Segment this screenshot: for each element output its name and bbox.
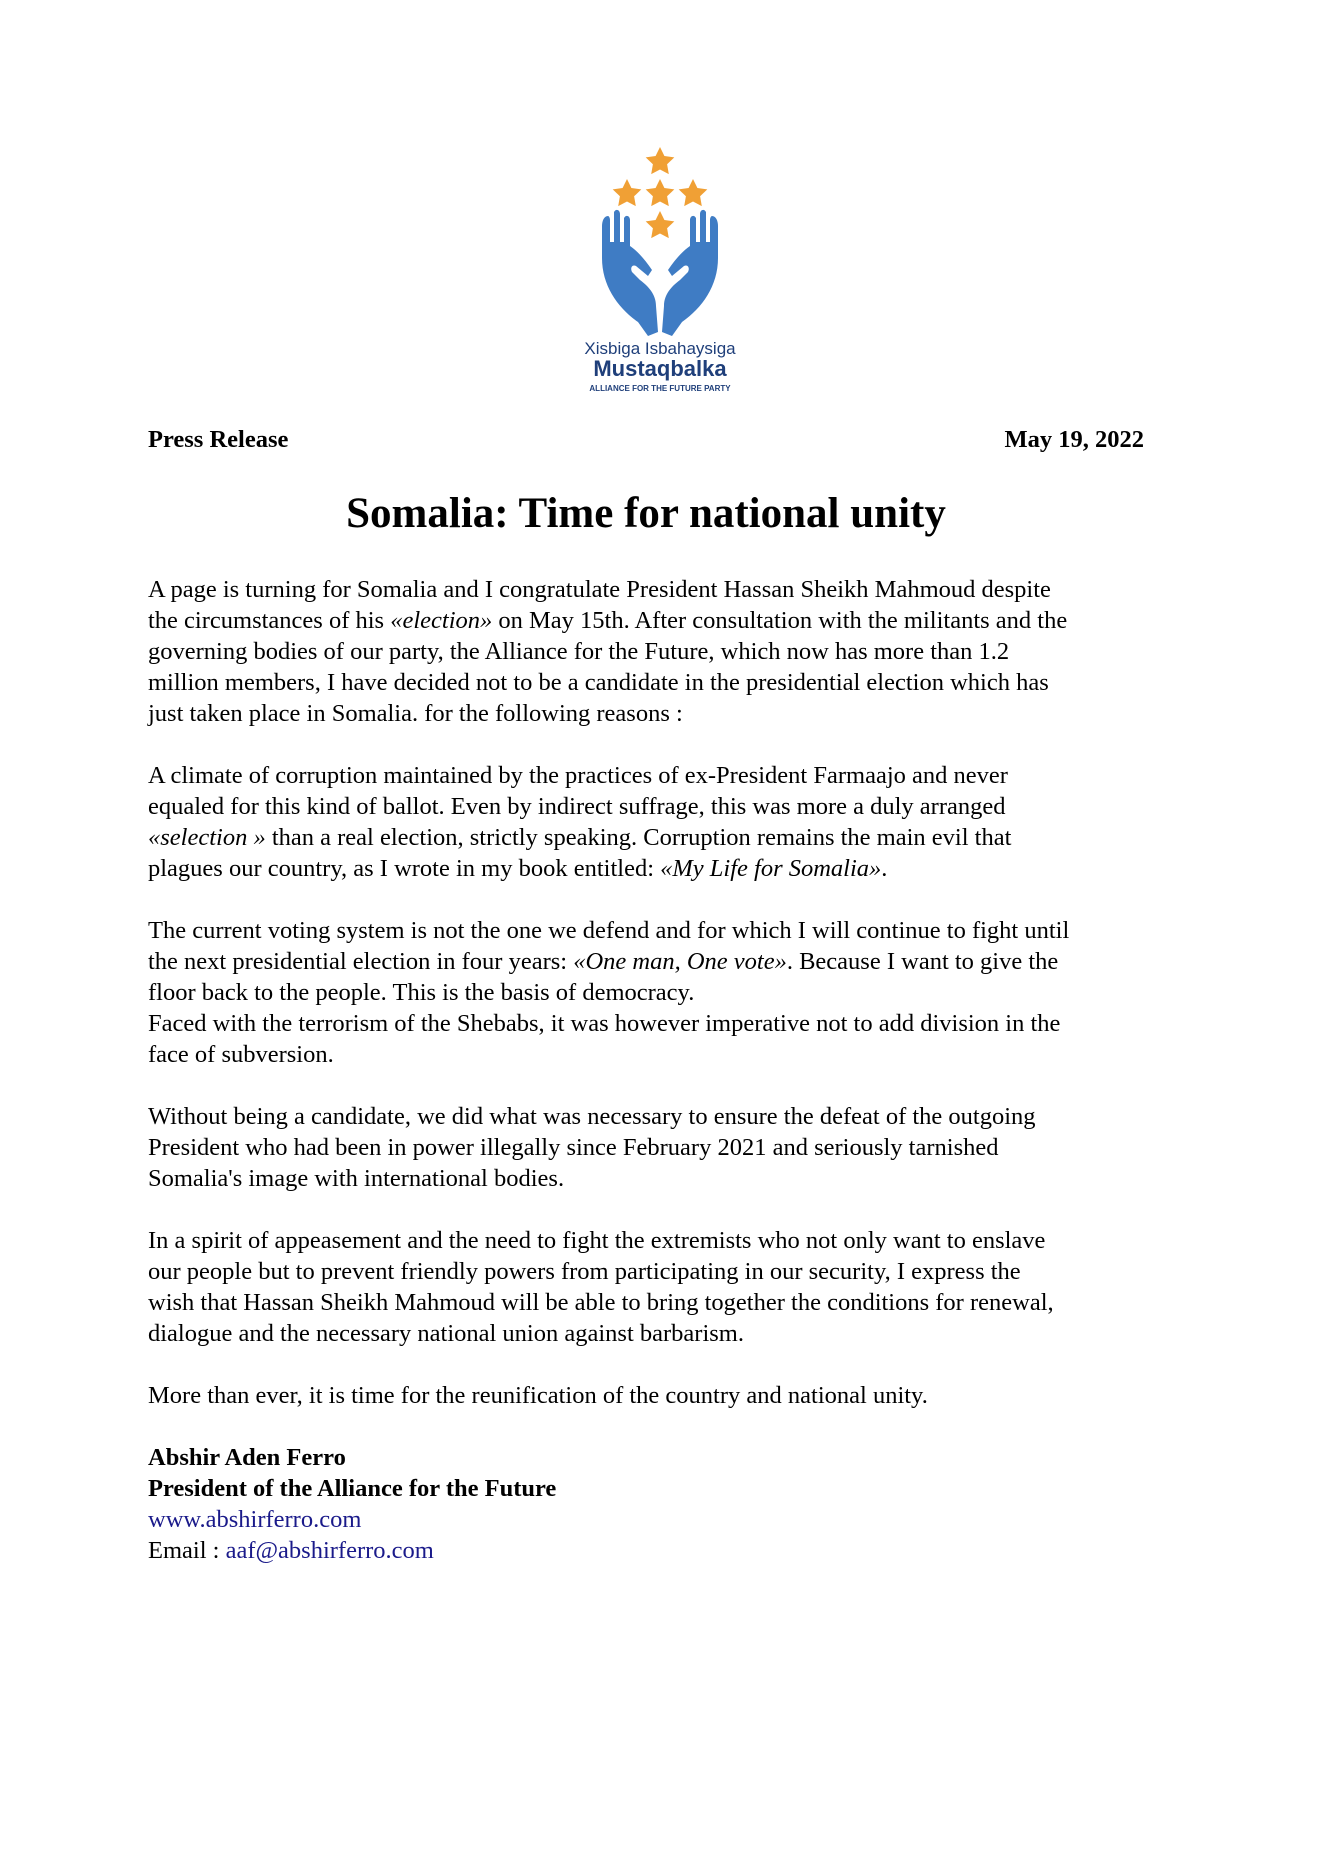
- paragraph-gap: [148, 1070, 1198, 1101]
- text-span: . Because I want to give the: [786, 948, 1059, 975]
- text-line: [148, 605, 1198, 636]
- paragraph-6: [148, 1380, 1198, 1411]
- text-line: just taken place in Somalia. for the following reasons :: [148, 700, 683, 727]
- paragraph-1: [148, 574, 1198, 729]
- text-line: Somalia's image with international bodies.: [148, 1165, 565, 1192]
- star-icon: [646, 147, 675, 174]
- paragraph-gap: [148, 1194, 1198, 1225]
- paragraph-gap: [148, 1411, 1198, 1442]
- text-line: million members, I have decided not to be a candidate in the presidential election which has: [148, 669, 1049, 696]
- text-span: the circumstances of his: [148, 607, 391, 634]
- text-line: [148, 946, 1198, 977]
- star-icon: [646, 211, 675, 238]
- text-line: [148, 822, 1198, 853]
- paragraph-gap: [148, 729, 1198, 760]
- text-line: wish that Hassan Sheikh Mahmoud will be able to bring together the conditions for renewal,: [148, 1289, 1054, 1316]
- text-line: Without being a candidate, we did what was necessary to ensure the defeat of the outgoing: [148, 1103, 1036, 1130]
- text-line: face of subversion.: [148, 1041, 334, 1068]
- email-label: Email :: [148, 1537, 226, 1564]
- text-span: than a real election, strictly speaking. Corruption remains the main evil that: [265, 824, 1012, 851]
- text-line: A page is turning for Somalia and I congratulate President Hassan Sheikh Mahmoud despite: [148, 576, 1051, 603]
- star-icon: [679, 179, 708, 206]
- email-link[interactable]: aaf@abshirferro.com: [225, 1537, 434, 1564]
- hands-with-stars-icon: [540, 146, 780, 396]
- logo-line-1: Xisbiga Isbahaysiga: [584, 339, 736, 358]
- right-hand-icon: [662, 210, 718, 336]
- logo-line-2: Mustaqbalka: [593, 356, 727, 381]
- logo-line-3: ALLIANCE FOR THE FUTURE PARTY: [589, 384, 731, 393]
- star-icon: [613, 179, 642, 206]
- paragraph-4: [148, 1101, 1198, 1194]
- text-span: .: [881, 855, 888, 882]
- text-line: Faced with the terrorism of the Shebabs, it was however imperative not to add division in the: [148, 1010, 1061, 1037]
- signatory-role: President of the Alliance for the Future: [148, 1475, 557, 1502]
- release-date: May 19, 2022: [1004, 426, 1144, 453]
- text-line: floor back to the people. This is the basis of democracy.: [148, 979, 695, 1006]
- signatory-name: Abshir Aden Ferro: [148, 1444, 346, 1471]
- emphasis-election: «election»: [390, 607, 493, 634]
- left-hand-icon: [602, 210, 658, 336]
- paragraph-2: [148, 760, 1198, 884]
- text-line: equaled for this kind of ballot. Even by indirect suffrage, this was more a duly arranged: [148, 793, 1006, 820]
- text-span: plagues our country, as I wrote in my book entitled:: [148, 855, 661, 882]
- emphasis-one-man-one-vote: «One man, One vote»: [573, 948, 787, 975]
- star-icon: [646, 179, 675, 206]
- paragraph-gap: [148, 884, 1198, 915]
- emphasis-selection: «selection »: [148, 824, 266, 851]
- press-release-label: Press Release: [148, 426, 289, 453]
- email-row: [148, 1535, 1198, 1566]
- text-line: In a spirit of appeasement and the need to fight the extremists who not only want to enslave: [148, 1227, 1046, 1254]
- text-line: dialogue and the necessary national union against barbarism.: [148, 1320, 744, 1347]
- header-row: [148, 424, 1144, 456]
- signature-block: [148, 1442, 1198, 1566]
- emphasis-book-title: «My Life for Somalia»: [660, 855, 882, 882]
- text-line: More than ever, it is time for the reunification of the country and national unity.: [148, 1382, 928, 1409]
- text-span: the next presidential election in four years:: [148, 948, 574, 975]
- text-line: A climate of corruption maintained by the practices of ex-President Farmaajo and never: [148, 762, 1008, 789]
- body-text: [148, 574, 1198, 1566]
- paragraph-3: [148, 915, 1198, 1070]
- website-link[interactable]: www.abshirferro.com: [148, 1506, 362, 1533]
- text-line: [148, 853, 1198, 884]
- text-line: The current voting system is not the one we defend and for which I will continue to fight until: [148, 917, 1070, 944]
- text-line: governing bodies of our party, the Alliance for the Future, which now has more than 1.2: [148, 638, 1010, 665]
- page-title: Somalia: Time for national unity: [346, 490, 946, 537]
- text-span: on May 15th. After consultation with the militants and the: [492, 607, 1068, 634]
- paragraph-5: [148, 1225, 1198, 1349]
- party-logo: [540, 146, 780, 396]
- text-line: our people but to prevent friendly powers from participating in our security, I express the: [148, 1258, 1021, 1285]
- text-line: President who had been in power illegally since February 2021 and seriously tarnished: [148, 1134, 999, 1161]
- paragraph-gap: [148, 1349, 1198, 1380]
- website-row: [148, 1504, 1198, 1535]
